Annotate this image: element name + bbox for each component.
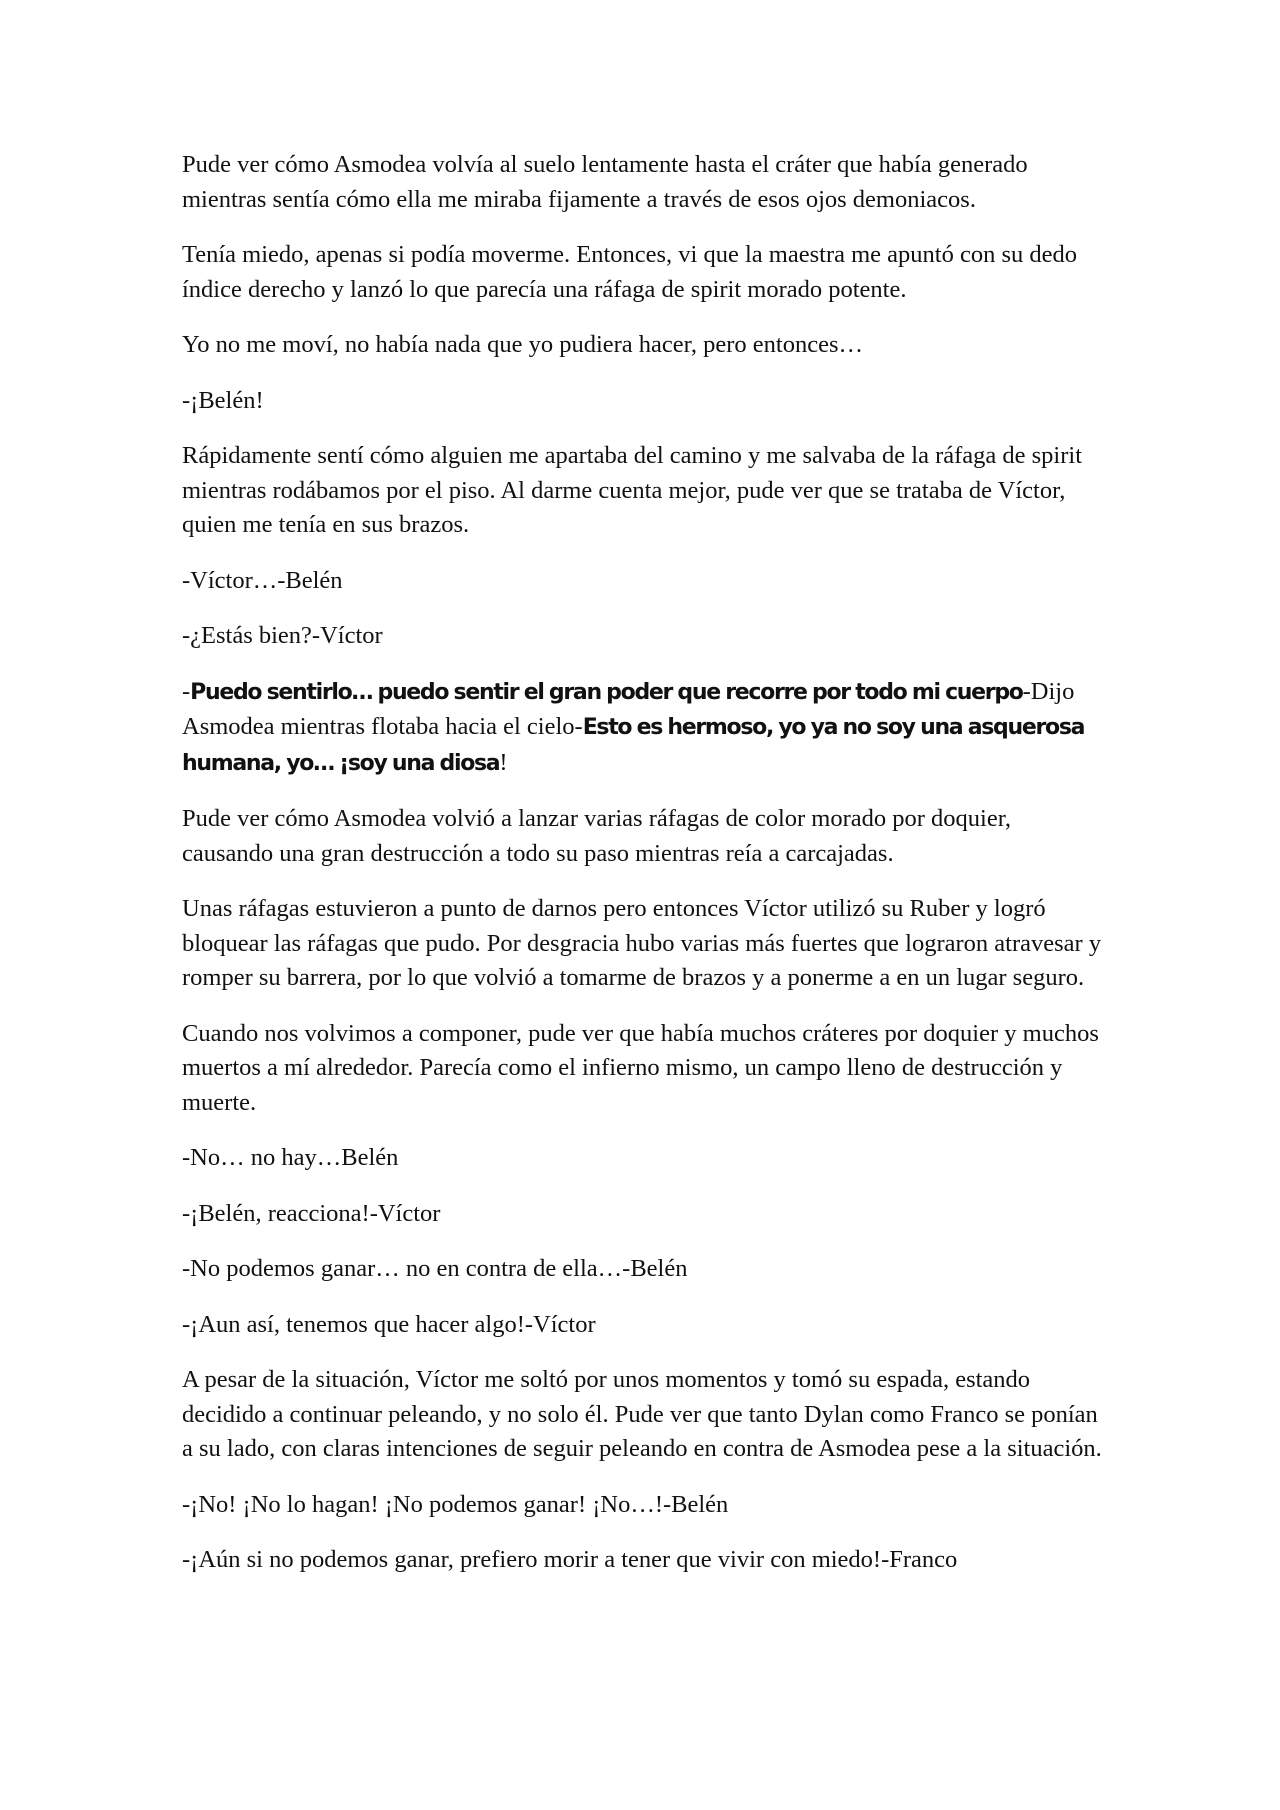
dialogue-line: -¡Belén! bbox=[182, 386, 264, 414]
paragraph: Pude ver cómo Asmodea volvió a lanzar varias ráfagas de color morado por doquier, causando una gran destrucción a todo su paso mientras reía a carcajadas. bbox=[182, 805, 1012, 867]
paragraph: Cuando nos volvimos a componer, pude ver que había muchos cráteres por doquier y muchos muertos a mí alrededor. Parecía como el infierno mismo, un campo lleno de destrucción y muerte. bbox=[182, 1019, 1099, 1116]
asmodea-shout-2: Esto es hermoso, yo ya no soy una asquerosa humana, yo… ¡soy una diosa bbox=[182, 715, 1085, 776]
paragraph: Yo no me moví, no había nada que yo pudiera hacer, pero entonces… bbox=[182, 331, 863, 358]
asmodea-dialogue bbox=[182, 675, 1102, 782]
dialogue-line: -¡Aún si no podemos ganar, prefiero morir a tener que vivir con miedo!-Franco bbox=[182, 1546, 958, 1573]
dialogue-closing: ! bbox=[499, 748, 508, 776]
dialogue-line: -¡Aun así, tenemos que hacer algo!-Víctor bbox=[182, 1310, 596, 1338]
dialogue-line: -¡No! ¡No lo hagan! ¡No podemos ganar! ¡No…!-Belén bbox=[182, 1490, 729, 1518]
dialogue-narration: -Dijo Asmodea mientras flotaba hacia el cielo- bbox=[182, 677, 1075, 740]
paragraph: A pesar de la situación, Víctor me soltó por unos momentos y tomó su espada, estando decidido a continuar peleando, y no solo él. Pude ver que tanto Dylan como Franco se ponían a su lado, con claras intenciones de seguir peleando en contra de Asmodea pese a la situación. bbox=[182, 1366, 1102, 1462]
paragraph: Rápidamente sentí cómo alguien me apartaba del camino y me salvaba de la ráfaga de spirit mientras rodábamos por el piso. Al darme cuenta mejor, pude ver que se trataba de Víctor, quien me tenía en sus brazos. bbox=[182, 442, 1083, 538]
dialogue-line: -Víctor…-Belén bbox=[182, 566, 343, 594]
paragraph: Unas ráfagas estuvieron a punto de darnos pero entonces Víctor utilizó su Ruber y logró bloquear las ráfagas que pudo. Por desgracia hubo varias más fuertes que lograron atravesar y romper su barrera, por lo que volvió a tomarme de brazos y a ponerme a en un lugar seguro. bbox=[182, 895, 1102, 991]
document-body bbox=[182, 148, 1102, 1599]
asmodea-shout-1: Puedo sentirlo… puedo sentir el gran poder que recorre por todo mi cuerpo bbox=[190, 679, 1023, 705]
dialogue-line: -No podemos ganar… no en contra de ella…-Belén bbox=[182, 1255, 688, 1282]
dialogue-line: -¿Estás bien?-Víctor bbox=[182, 622, 383, 649]
dialogue-line: -No… no hay…Belén bbox=[182, 1144, 399, 1171]
paragraph: Pude ver cómo Asmodea volvía al suelo lentamente hasta el cráter que había generado mientras sentía cómo ella me miraba fijamente a través de esos ojos demoniacos. bbox=[182, 151, 1028, 213]
dialogue-line: -¡Belén, reacciona!-Víctor bbox=[182, 1199, 441, 1227]
paragraph: Tenía miedo, apenas si podía moverme. Entonces, vi que la maestra me apuntó con su dedo índice derecho y lanzó lo que parecía una ráfaga de spirit morado potente. bbox=[182, 241, 1077, 303]
dialogue-dash: - bbox=[182, 677, 191, 705]
